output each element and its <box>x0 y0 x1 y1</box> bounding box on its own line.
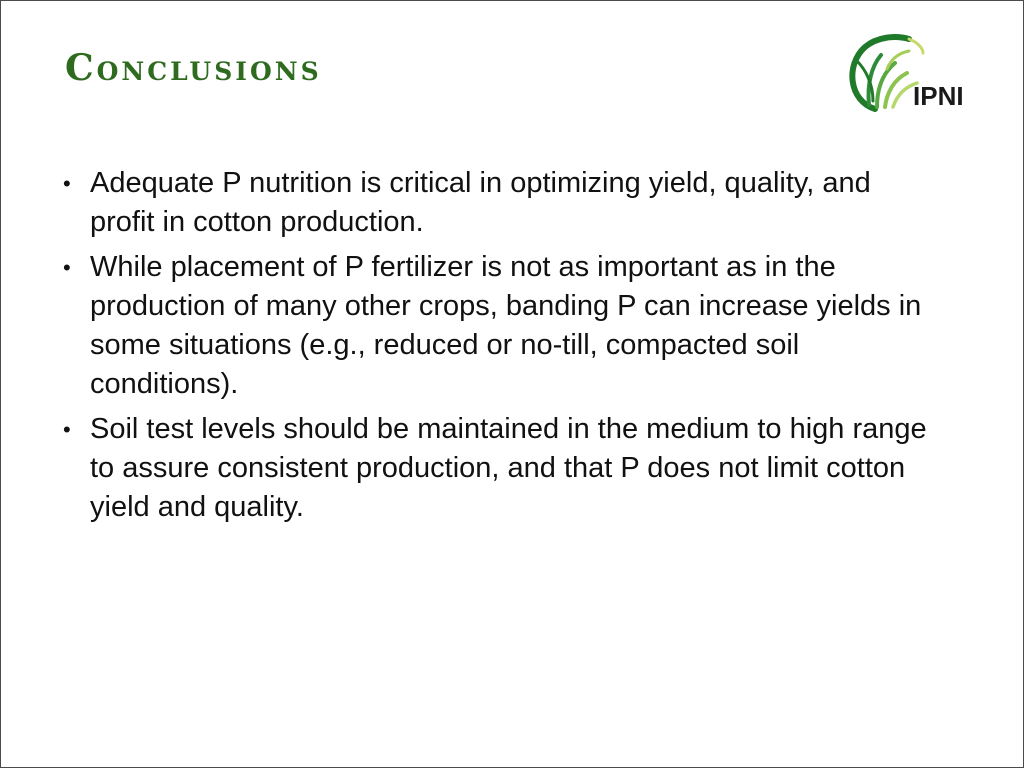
ipni-logo <box>843 29 993 115</box>
bullet-item <box>63 410 943 527</box>
bullet-text: Adequate P nutrition is critical in optimizing yield, quality, and profit in cotton production. <box>90 167 871 238</box>
ipni-leaf-logo-icon <box>843 29 993 115</box>
bullet-marker: • <box>63 171 71 196</box>
bullet-item <box>63 248 943 404</box>
bullet-text: While placement of P fertilizer is not as important as in the production of many other crops, banding P can increase yields in some situations (e.g., reduced or no-till, compacted soil conditions). <box>90 251 922 400</box>
bullet-item <box>63 164 943 242</box>
bullet-marker: • <box>63 417 71 442</box>
slide-title: Conclusions <box>65 47 322 89</box>
bullet-text: Soil test levels should be maintained in the medium to high range to assure consistent production, and that P does not limit cotton yield and quality. <box>90 413 927 523</box>
logo-text: IPNI <box>913 81 964 111</box>
bullet-marker: • <box>63 255 71 280</box>
bullet-list <box>63 164 943 533</box>
